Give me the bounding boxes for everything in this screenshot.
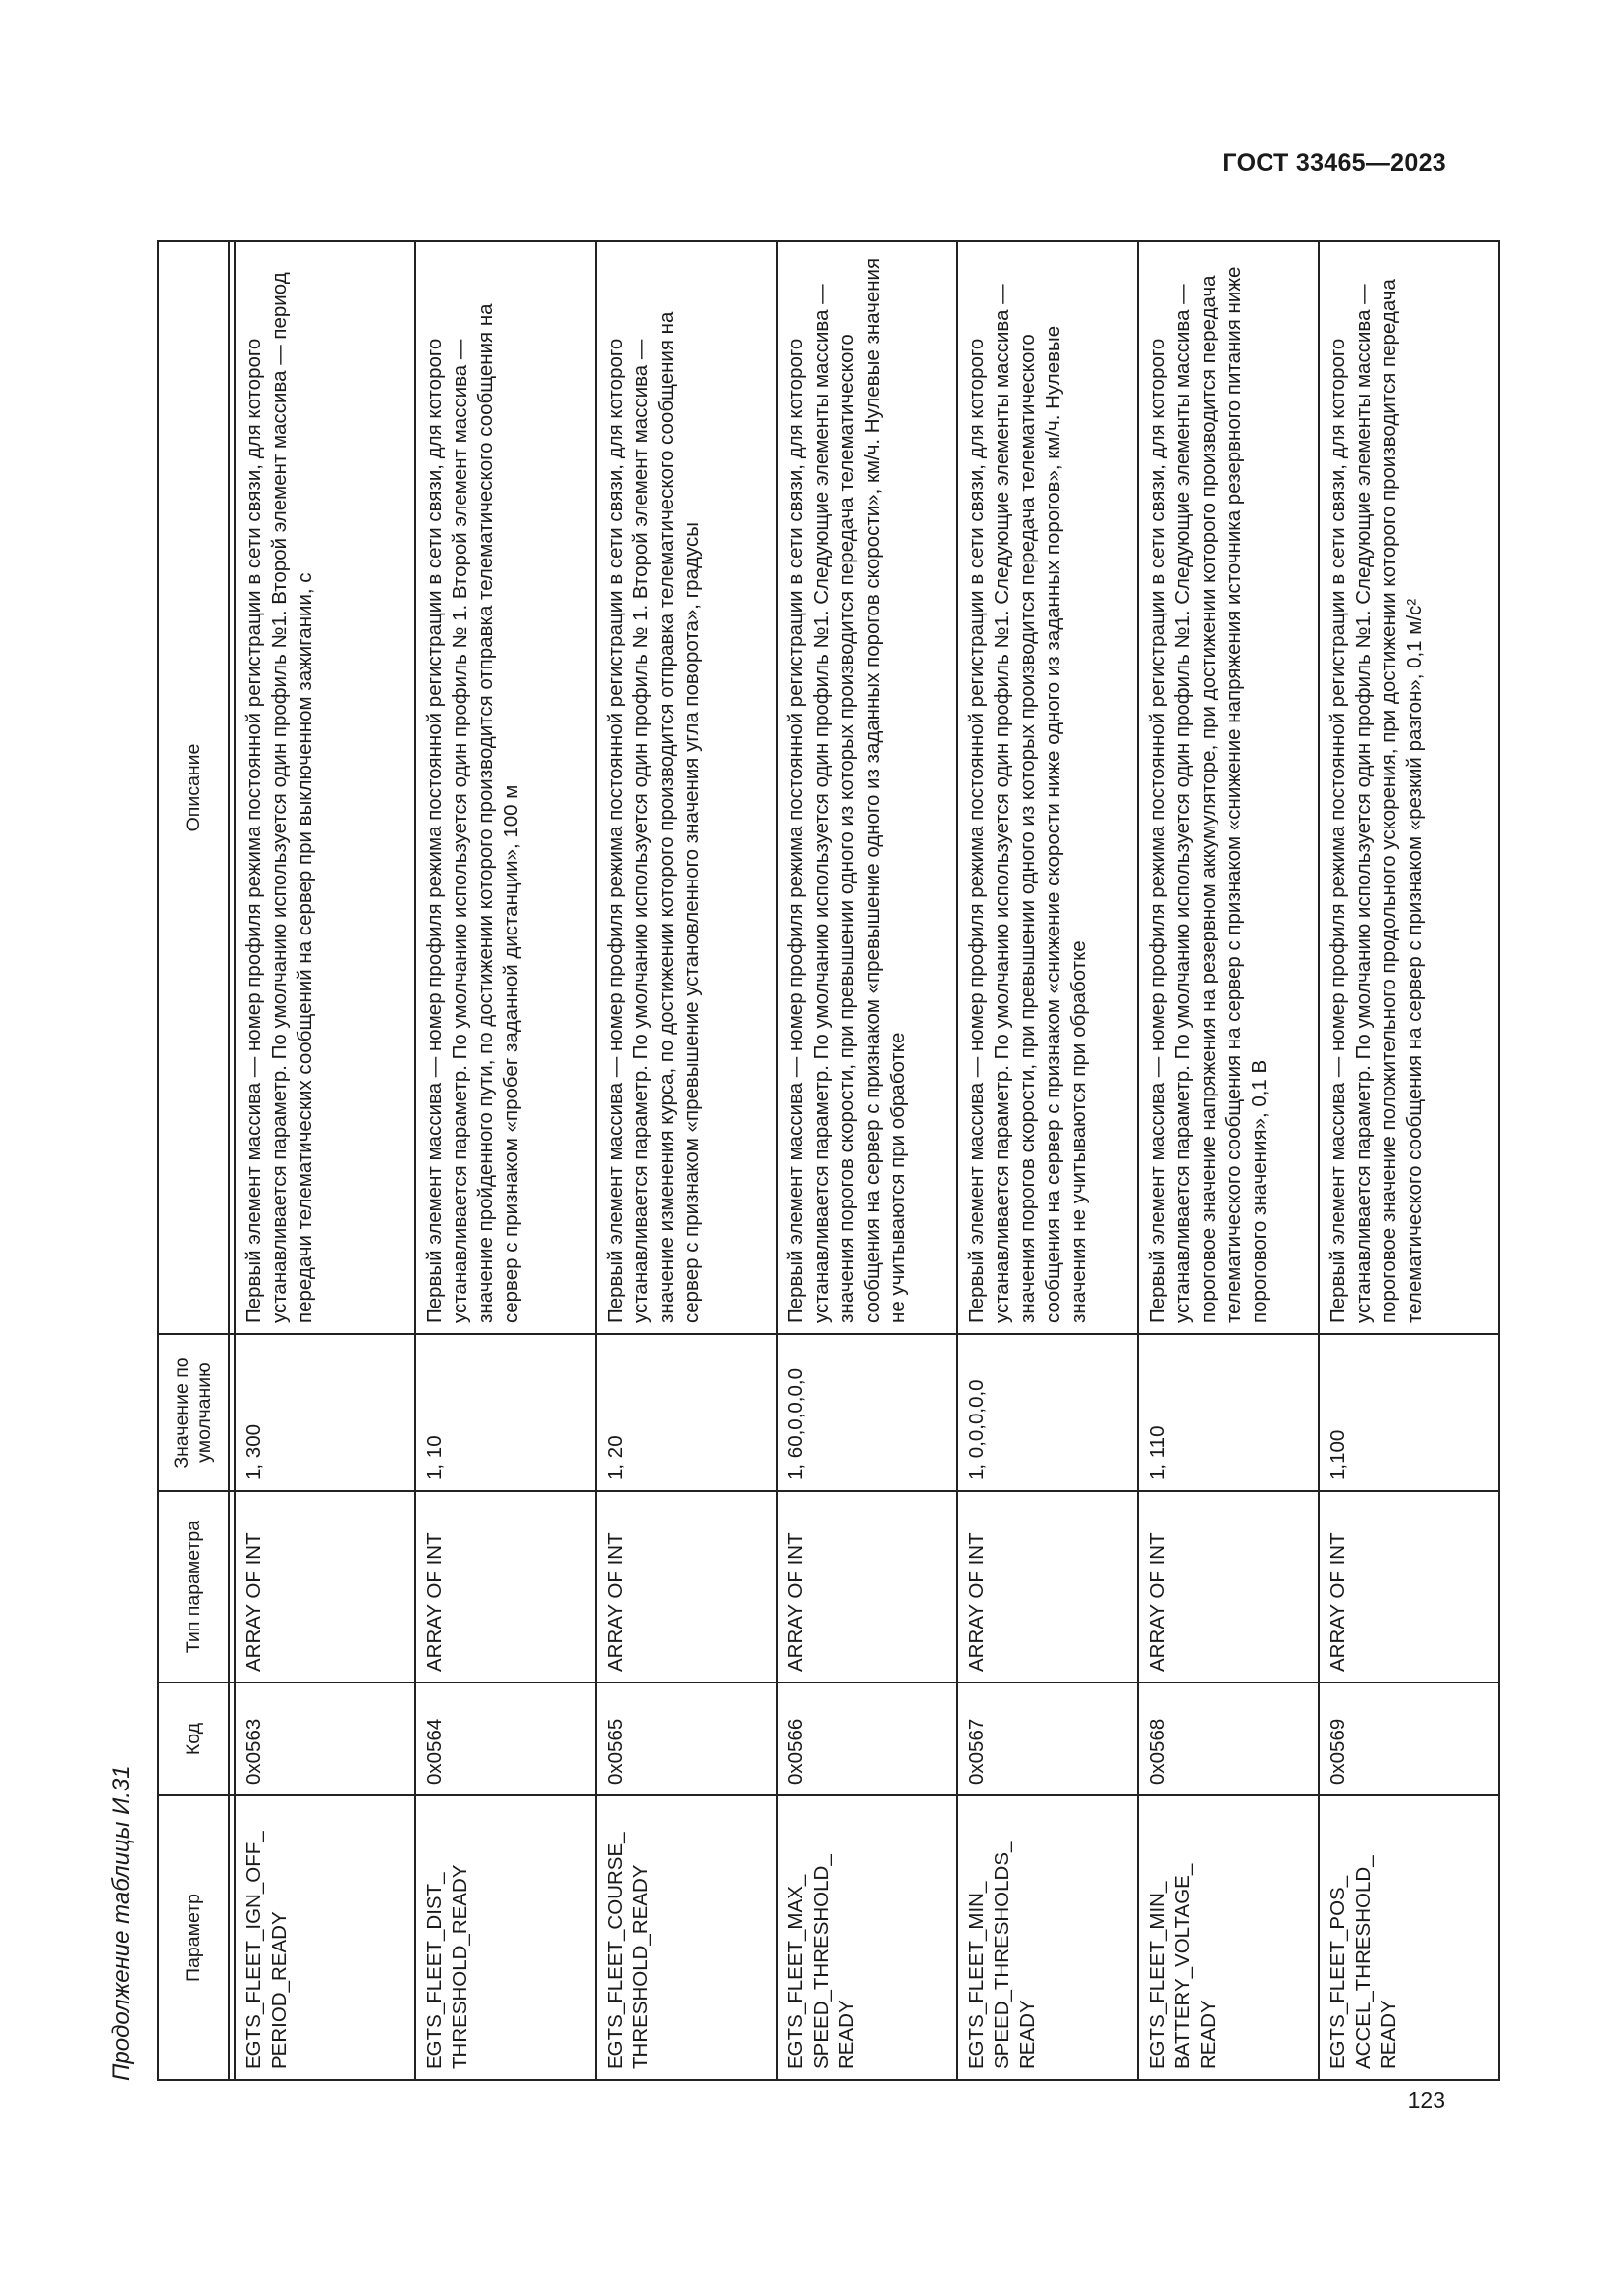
table-row: [1138, 241, 1319, 2080]
type-cell: ARRAY OF INT: [957, 1491, 1138, 1682]
column-header-code: Код: [158, 1682, 229, 1795]
default-cell: 1, 300: [235, 1334, 415, 1491]
type-cell: ARRAY OF INT: [235, 1491, 415, 1682]
column-header-type: Тип параметра: [158, 1491, 229, 1682]
param-cell: EGTS_FLEET_MIN_ BATTERY_VOLTAGE_ READY: [1138, 1795, 1319, 2080]
param-cell: EGTS_FLEET_MAX_ SPEED_THRESHOLD_ READY: [777, 1795, 957, 2080]
default-cell: 1, 10: [415, 1334, 596, 1491]
param-cell: EGTS_FLEET_POS_ ACCEL_THRESHOLD_ READY: [1319, 1795, 1499, 2080]
param-cell: EGTS_FLEET_DIST_ THRESHOLD_READY: [415, 1795, 596, 2080]
table-row: [596, 241, 777, 2080]
code-cell: 0x0564: [415, 1682, 596, 1795]
default-cell: 1, 110: [1138, 1334, 1319, 1491]
code-cell: 0x0567: [957, 1682, 1138, 1795]
table-row: [777, 241, 957, 2080]
description-cell: Первый элемент массива — номер профиля режима постоянной регистрации в сети связи, для которого устанавливается параметр. По умолчанию используется один профиль №1. Второй элемент массива — период передачи телематических сообщений на сервер при выключенном зажигании, с: [235, 241, 415, 1334]
description-cell: Первый элемент массива — номер профиля режима постоянной регистрации в сети связи, для которого устанавливается параметр. По умолчанию используется один профиль № 1. Второй элемент массива — значение изменения курса, по достижении которого производится отправка телематического сообщения на сервер с признаком «превышение установленного значения угла поворота», градусы: [596, 241, 777, 1334]
type-cell: ARRAY OF INT: [1319, 1491, 1499, 1682]
param-cell: EGTS_FLEET_COURSE_ THRESHOLD_READY: [596, 1795, 777, 2080]
code-cell: 0x0565: [596, 1682, 777, 1795]
code-cell: 0x0569: [1319, 1682, 1499, 1795]
table-row: [235, 241, 415, 2080]
table-header-row: [158, 241, 229, 2080]
type-cell: ARRAY OF INT: [1138, 1491, 1319, 1682]
column-header-default: Значение по умолчанию: [158, 1334, 229, 1491]
type-cell: ARRAY OF INT: [777, 1491, 957, 1682]
code-cell: 0x0563: [235, 1682, 415, 1795]
default-cell: 1,100: [1319, 1334, 1499, 1491]
table-caption: Продолжение таблицы И.31: [108, 1765, 135, 2081]
parameters-table: [157, 240, 1500, 2081]
default-cell: 1, 20: [596, 1334, 777, 1491]
code-cell: 0x0568: [1138, 1682, 1319, 1795]
description-cell: Первый элемент массива — номер профиля режима постоянной регистрации в сети связи, для которого устанавливается параметр. По умолчанию используется один профиль №1. Следующие элементы массива — пороговое значение напряжения на резервном аккумуляторе, при достижении которого производится передача телематического сообщения на сервер с признаком «снижение напряжения источника резервного питания ниже порогового значения», 0,1 В: [1138, 241, 1319, 1334]
description-cell: Первый элемент массива — номер профиля режима постоянной регистрации в сети связи, для которого устанавливается параметр. По умолчанию используется один профиль № 1. Второй элемент массива — значение пройденного пути, по достижении которого производится отправка телематического сообщения на сервер с признаком «пробег заданной дистанции», 100 м: [415, 241, 596, 1334]
column-header-param: Параметр: [158, 1795, 229, 2080]
description-cell: Первый элемент массива — номер профиля режима постоянной регистрации в сети связи, для которого устанавливается параметр. По умолчанию используется один профиль №1. Следующие элементы массива — пороговое значение положительного продольного ускорения, при достижении которого производится передача телематического сообщения на сервер с признаком «резкий разгон», 0,1 м/с²: [1319, 241, 1499, 1334]
column-header-description: Описание: [158, 241, 229, 1334]
param-cell: EGTS_FLEET_IGN_OFF_ PERIOD_READY: [235, 1795, 415, 2080]
default-cell: 1, 0,0,0,0,0: [957, 1334, 1138, 1491]
page-number: 123: [1407, 2087, 1445, 2112]
type-cell: ARRAY OF INT: [596, 1491, 777, 1682]
table-row: [415, 241, 596, 2080]
document-code: ГОСТ 33465—2023: [1222, 149, 1446, 177]
type-cell: ARRAY OF INT: [415, 1491, 596, 1682]
rotated-table-area: [108, 236, 1429, 2081]
table-row: [1319, 241, 1499, 2080]
code-cell: 0x0566: [777, 1682, 957, 1795]
table-row: [957, 241, 1138, 2080]
description-cell: Первый элемент массива — номер профиля режима постоянной регистрации в сети связи, для которого устанавливается параметр. По умолчанию используется один профиль №1. Следующие элементы массива — значения порогов скорости, при превышении одного из которых производится передача телематического сообщения на сервер с признаком «снижение скорости ниже одного из заданных порогов», км/ч. Нулевые значения не учитываются при обработке: [957, 241, 1138, 1334]
param-cell: EGTS_FLEET_MIN_ SPEED_THRESHOLDS_ READY: [957, 1795, 1138, 2080]
description-cell: Первый элемент массива — номер профиля режима постоянной регистрации в сети связи, для которого устанавливается параметр. По умолчанию используется один профиль №1. Следующие элементы массива — значения порогов скорости, при превышении одного из которых производится передача телематического сообщения на сервер с признаком «превышение одного из заданных порогов скорости», км/ч. Нулевые значения не учитываются при обработке: [777, 241, 957, 1334]
default-cell: 1, 60,0,0,0,0: [777, 1334, 957, 1491]
